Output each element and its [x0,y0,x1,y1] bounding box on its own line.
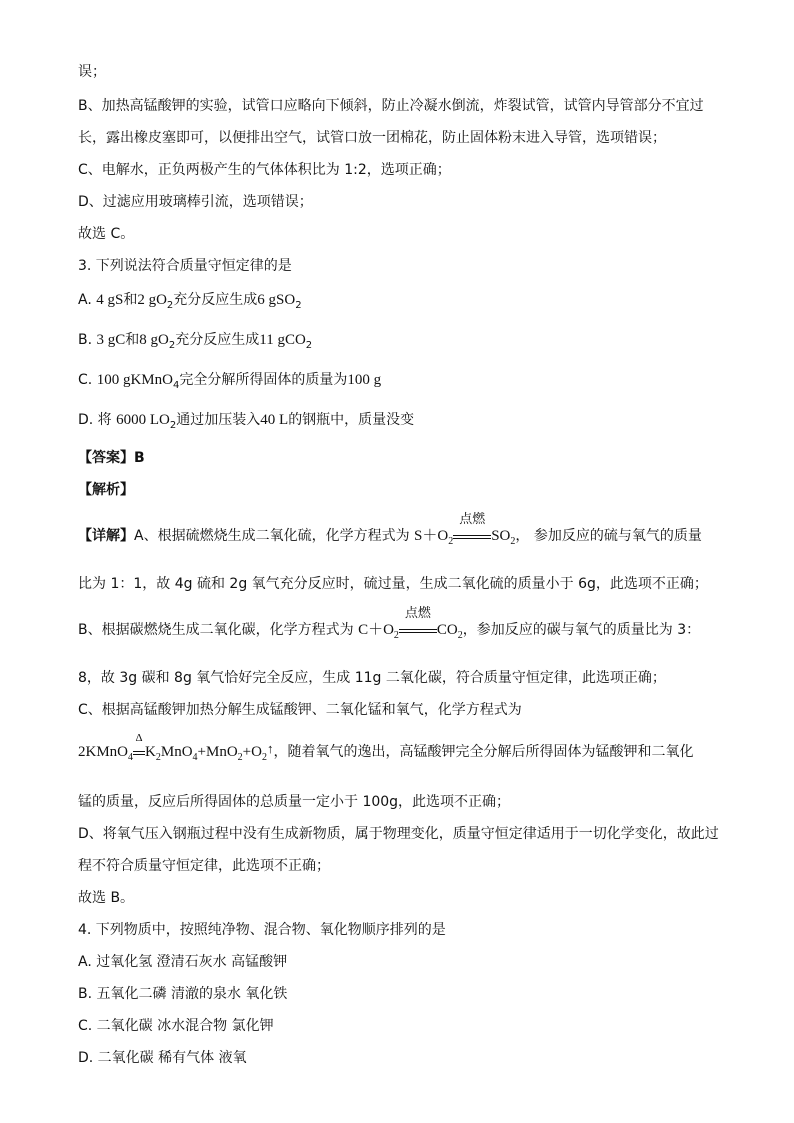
text-line: C、电解水，正负两极产生的气体体积比为 1:2，选项正确； [78,162,451,178]
detail-line: 【详解】A、根据硫燃烧生成二氧化硫，化学方程式为 $S+O_2$ 点燃 $SO_2$， 参加反应的硫与氧气的质量 [78,511,702,547]
option-d: D. 二氧化碳 稀有气体 液氧 [78,1050,247,1066]
equation-sulfur: $S+O_2$ 点燃 $SO_2$ [414,511,516,547]
option-a: A. 过氧化氢 澄清石灰水 高锰酸钾 [78,954,288,970]
option-b: B. 3 gC和8 $gO_2$充分反应生成11 gCO$_2$ [78,332,313,351]
text-line: 长，露出橡皮塞即可，以便排出空气，试管口放一团棉花，防止固体粉末进入导管，选项错误； [78,130,666,146]
equation-carbon: $C+O_2$ 点燃 $CO_2$ [358,605,463,641]
answer-label: 【答案】B [78,450,145,466]
text-line: 误； [78,64,106,80]
text-line: 故选 B。 [78,890,135,906]
detail-line: 2KMnO$_4$ Δ $K_2MnO_4+MnO_2+O_2↑$，随着氧气的逸出，高锰酸钾完全分解后所得固体为锰酸钾和二氧化 [78,732,694,763]
text-line: 8，故 3g 碳和 8g 氧气恰好完全反应，生成 11g 二氧化碳，符合质量守恒定律，此选项正确； [78,670,666,686]
text-line: D、过滤应用玻璃棒引流，选项错误； [78,194,313,210]
option-b: B. 五氧化二磷 清澈的泉水 氧化铁 [78,986,288,1002]
analysis-label: 【解析】 [78,482,134,498]
option-c: C. 100 gKMnO$_4$完全分解所得固体的质量为100 g [78,372,382,391]
text-line: 程不符合质量守恒定律，此选项不正确； [78,858,330,874]
detail-line: B、根据碳燃烧生成二氧化碳，化学方程式为 $C+O_2$ 点燃 $CO_2$，参加反应的碳与氧气的质量比为 3： [78,605,701,641]
text-line: 锰的质量，反应后所得固体的总质量一定小于 100g，此选项不正确； [78,794,511,810]
question-stem: 3. 下列说法符合质量守恒定律的是 [78,258,292,274]
equation-kmno4: 2KMnO$_4$ Δ $K_2MnO_4+MnO_2+O_2↑$ [78,732,274,763]
text-line: C、根据高锰酸钾加热分解生成锰酸钾、二氧化锰和氧气，化学方程式为 [78,702,522,718]
text-line: 故选 C。 [78,226,135,242]
option-a: A. 4 gS和2 $gO_2$充分反应生成6 gSO$_2$ [78,292,302,311]
text-line: 比为 1：1，故 4g 硫和 2g 氧气充分反应时，硫过量，生成二氧化硫的质量小于 6g，此选项不正确； [78,576,708,592]
option-c: C. 二氧化碳 冰水混合物 氯化钾 [78,1018,274,1034]
question-stem: 4. 下列物质中，按照纯净物、混合物、氧化物顺序排列的是 [78,922,446,938]
option-d: D. 将 6000 $LO_2$通过加压装入40 L的钢瓶中，质量没变 [78,412,415,431]
text-line: D、将氧气压入钢瓶过程中没有生成新物质，属于物理变化，质量守恒定律适用于一切化学变化，故此过 [78,826,719,842]
text-line: B、加热高锰酸钾的实验，试管口应略向下倾斜，防止冷凝水倒流，炸裂试管，试管内导管部分不宜过 [78,98,704,114]
